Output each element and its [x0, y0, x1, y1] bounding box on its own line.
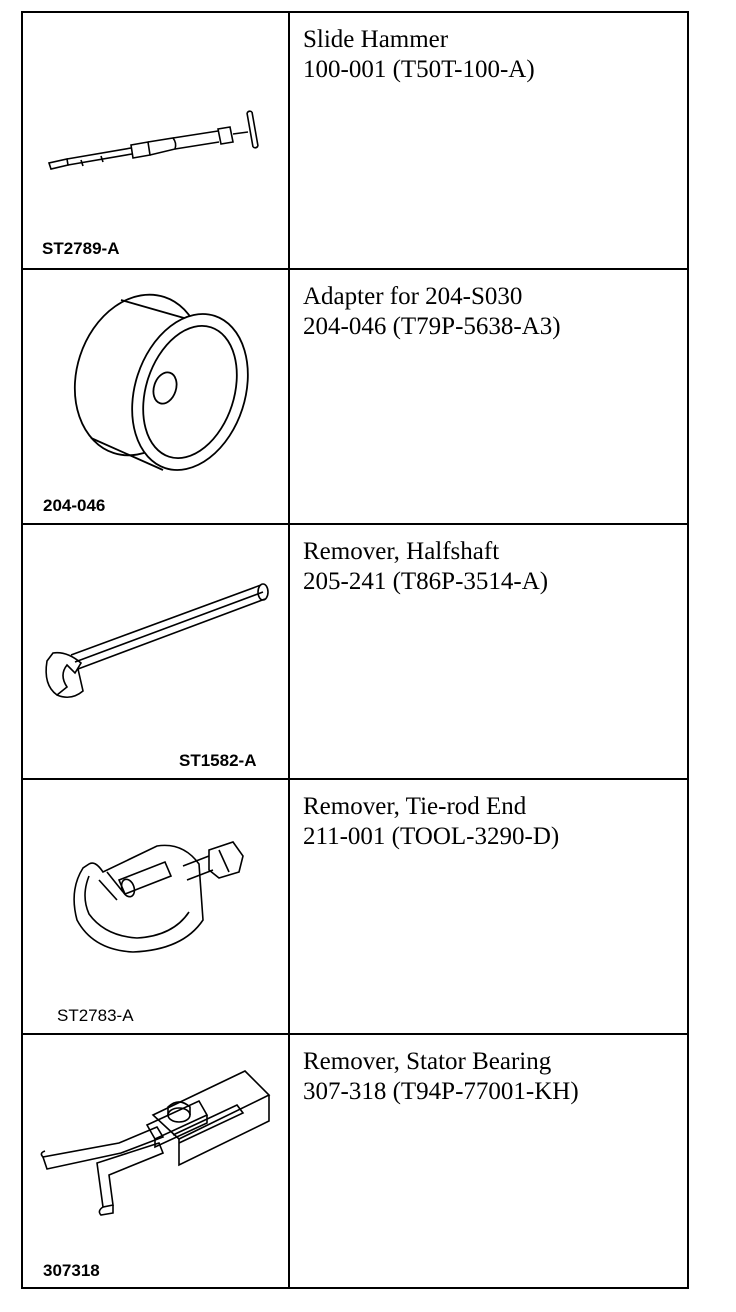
tool-number: 100-001 (T50T-100-A) [303, 56, 535, 83]
tool-number: 211-001 (TOOL-3290-D) [303, 823, 560, 850]
illustration-cell [23, 780, 290, 1035]
tool-row [23, 268, 687, 525]
halfshaft-remover-icon [23, 525, 288, 780]
illustration-cell [23, 270, 290, 525]
description-cell [292, 780, 687, 1035]
tool-row [23, 13, 687, 268]
tool-number: 204-046 (T79P-5638-A3) [303, 313, 561, 340]
description-cell [292, 1035, 687, 1289]
stator-bearing-remover-icon [23, 1035, 288, 1289]
tool-name: Remover, Tie-rod End [303, 793, 527, 820]
description-cell [292, 13, 687, 268]
description-cell [292, 525, 687, 780]
tool-table [21, 11, 689, 1289]
illustration-cell [23, 525, 290, 780]
description-cell [292, 270, 687, 525]
illustration-cell [23, 1035, 290, 1289]
tool-row [23, 523, 687, 780]
tool-name: Adapter for 204-S030 [303, 283, 523, 310]
figure-label: 307318 [43, 1261, 100, 1280]
adapter-ring-icon [23, 270, 288, 525]
figure-label: 204-046 [43, 496, 106, 515]
tool-number: 205-241 (T86P-3514-A) [303, 568, 549, 595]
tool-row [23, 778, 687, 1035]
tool-name: Remover, Stator Bearing [303, 1048, 552, 1075]
slide-hammer-icon [23, 13, 288, 268]
figure-label: ST2783-A [57, 1006, 134, 1025]
tool-name: Remover, Halfshaft [303, 538, 500, 565]
tie-rod-remover-icon [23, 780, 288, 1035]
tool-row [23, 1033, 687, 1289]
figure-label: ST2789-A [42, 239, 120, 258]
illustration-cell [23, 13, 290, 268]
tool-name: Slide Hammer [303, 26, 449, 53]
figure-label: ST1582-A [179, 751, 257, 770]
tool-number: 307-318 (T94P-77001-KH) [303, 1078, 579, 1105]
